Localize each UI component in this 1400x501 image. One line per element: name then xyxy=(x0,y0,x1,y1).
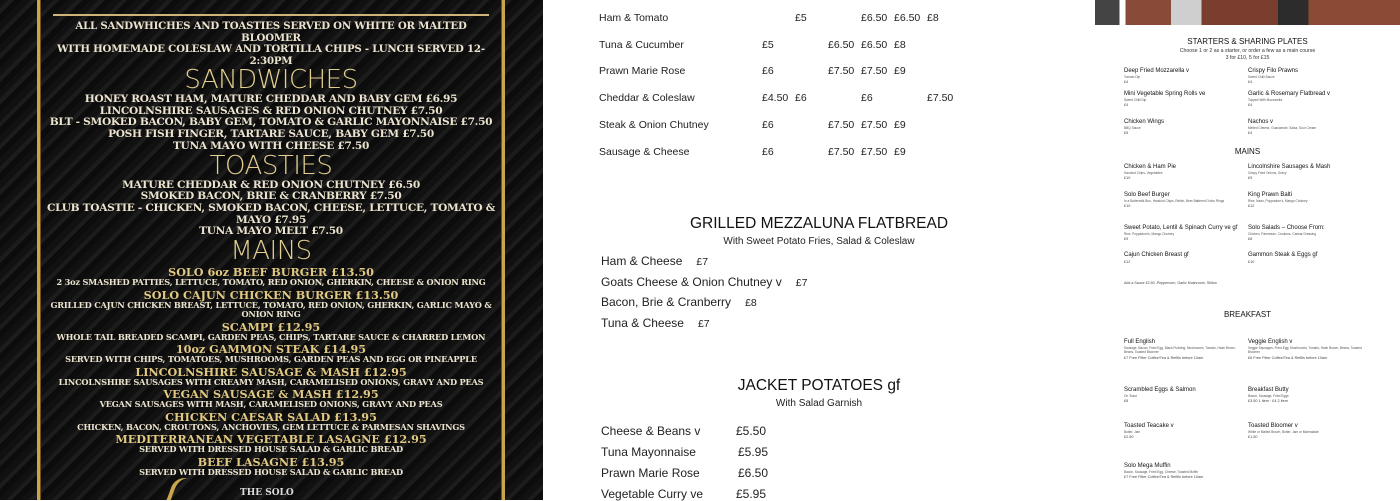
main-item-name: Cajun Chicken Breast gf xyxy=(1124,252,1189,258)
main-item-price: £12 xyxy=(1124,259,1131,264)
sandwich-item: POSH FISH FINGER, TARTARE SAUCE, BABY GEM £7.50 xyxy=(108,128,434,141)
breakfast-item-name: Toasted Bloomer v xyxy=(1248,423,1298,429)
table-price: £6.50 xyxy=(861,12,888,24)
jacket-heading: JACKET POTATOES gf xyxy=(737,377,901,394)
main-item xyxy=(45,456,497,478)
flatbread-item xyxy=(601,295,757,309)
starter-item-price: £4 xyxy=(1248,80,1253,85)
jacket-item-price: £5.95 xyxy=(738,445,769,459)
breakfast-item-desc: Butter, Jam xyxy=(1124,429,1141,434)
main-item-title: BEEF LASAGNE £13.95 xyxy=(197,454,345,469)
table-price: £6.50 xyxy=(828,38,855,51)
table-price: £6 xyxy=(762,65,774,78)
starter-item xyxy=(1124,68,1242,85)
sandwich-item: LINCOLNSHIRE SAUSAGES & RED ONION CHUTNEY £7.50 xyxy=(99,104,443,117)
main-item xyxy=(1248,252,1366,265)
breakfast-item-desc: Veggie Sausages, Fried Egg, Mushrooms, Tomato, Hash Brown, Beans, Toasted Bloomer xyxy=(1248,345,1362,355)
breakfast-item xyxy=(1124,339,1242,361)
main-item-title: MEDITERRANEAN VEGETABLE LASAGNE £12.95 xyxy=(115,432,427,447)
main-item-name: Sweet Potato, Lentil & Spinach Curry ve gf xyxy=(1124,225,1238,231)
cafe-menu-panel xyxy=(1095,0,1400,500)
main-item-name: Gammon Steak & Eggs gf xyxy=(1248,252,1318,258)
main-item-desc: Rice, Poppadum's, Mango Chutney xyxy=(1124,231,1175,236)
starter-item-price: £5 xyxy=(1124,131,1129,136)
starter-item-price: £4 xyxy=(1124,80,1129,85)
starter-item-name: Chicken Wings xyxy=(1124,119,1165,125)
table-price: £5 xyxy=(762,38,774,51)
flatbread-item xyxy=(601,254,708,268)
main-item xyxy=(1248,225,1366,242)
main-item xyxy=(45,266,497,288)
breakfast-item xyxy=(1124,463,1242,480)
main-item-name: Lincolnshire Sausages & Mash xyxy=(1248,164,1331,170)
main-item-price: £9 xyxy=(1124,237,1129,242)
breakfast-item xyxy=(1124,387,1242,404)
breakfast-item-price: £8 xyxy=(1124,399,1129,404)
table-price: £7.50 xyxy=(861,118,888,131)
breakfast-item-name: Breakfast Butty xyxy=(1248,387,1289,393)
main-item-title: SOLO 6oz BEEF BURGER £13.50 xyxy=(168,265,374,280)
main-item-name: Solo Beef Burger xyxy=(1124,192,1170,198)
main-item xyxy=(45,343,497,365)
table-price: £7.50 xyxy=(828,65,855,78)
main-item-desc: Handcut Chips, Vegetables xyxy=(1124,170,1163,175)
table-price: £7.50 xyxy=(828,118,855,131)
mains-heading: MAINS xyxy=(230,236,312,267)
main-item-desc: WHOLE TAIL BREADED SCAMPI, GARDEN PEAS, CHIPS, TARTARE SAUCE & CHARRED LEMON xyxy=(56,331,486,342)
breakfast-item-name: Solo Mega Muffin xyxy=(1124,463,1171,469)
white-menu-panel xyxy=(545,0,1093,500)
flatbread-item-price: £7 xyxy=(697,317,710,330)
main-item-price: £10 xyxy=(1248,259,1255,264)
breakfast-item-desc: Bacon, Sausage, Fried Egg, Cheese, Toasted Muffin xyxy=(1124,469,1199,474)
breakfast-item-name: Toasted Teacake v xyxy=(1124,423,1174,429)
breakfast-item-price: £7 Free Filter Coffee/Tea & Refills before 10am xyxy=(1124,355,1204,360)
table-price: £6 xyxy=(795,92,807,105)
table-price: £8 xyxy=(927,12,939,24)
starter-item xyxy=(1124,91,1242,108)
main-item-desc: Crispy Fried Onions, Gravy xyxy=(1248,170,1287,175)
main-item-title: CHICKEN CAESAR SALAD £13.95 xyxy=(165,409,377,424)
table-price: £6 xyxy=(762,145,774,158)
flatbread-item-price: £7 xyxy=(696,256,709,268)
sandwiches-heading: SANDWICHES xyxy=(184,65,358,95)
dark-menu-panel xyxy=(0,0,543,500)
table-row-name: Tuna & Cucumber xyxy=(599,38,684,51)
breakfast-item-price: £2.50 xyxy=(1124,435,1134,440)
starter-item-desc: Tomato Dip xyxy=(1124,74,1141,79)
flatbread-item-name: Bacon, Brie & Cranberry xyxy=(601,295,732,310)
breakfast-item-name: Veggie English v xyxy=(1248,339,1293,345)
breakfast-item-price: £3.50 1 item · £4 2 item xyxy=(1248,399,1288,404)
starter-item-desc: Melted Cheese, Guacamole, Salsa, Sour Cream xyxy=(1248,125,1317,130)
breakfast-item xyxy=(1248,423,1366,440)
starter-item-price: £4 xyxy=(1248,103,1253,108)
main-item-desc: VEGAN SAUSAGES WITH MASH, CARAMELISED ONIONS, GRAVY AND PEAS xyxy=(99,399,443,410)
jacket-item-name: Vegetable Curry ve xyxy=(601,487,704,501)
starter-item-name: Nachos v xyxy=(1248,119,1274,125)
starters-sub: Choose 1 or 2 as a starter, or order a few as a main course xyxy=(1179,48,1316,54)
starter-item-name: Deep Fried Mozzarella v xyxy=(1124,68,1190,74)
flatbread-item-name: Tuna & Cheese xyxy=(601,315,684,330)
flatbread-subheading: With Sweet Potato Fries, Salad & Coleslaw xyxy=(723,236,915,247)
starter-item-desc: Sweet Chilli Dip xyxy=(1124,97,1147,102)
logo-text: THE SOLO xyxy=(240,488,294,498)
table-price: £7.50 xyxy=(861,65,888,78)
main-item-title: LINCOLNSHIRE SAUSAGE & MASH £12.95 xyxy=(135,364,407,379)
breakfast-item-desc: White or Malted Brown, Butter, Jam or Marmalade xyxy=(1248,429,1319,434)
table-price: £6 xyxy=(861,92,873,105)
main-item-desc: In a Buttermilk Bun, Handcut Chips, Relish, Beer Battered Onion Rings xyxy=(1124,198,1225,203)
table-price: £7.50 xyxy=(861,145,888,158)
flatbread-item-price: £8 xyxy=(745,297,757,310)
table-price: £8 xyxy=(894,38,906,51)
main-item xyxy=(1124,192,1242,209)
starter-item-name: Mini Vegetable Spring Rolls ve xyxy=(1124,91,1206,97)
jacket-item-name: Cheese & Beans v xyxy=(601,424,701,438)
main-item-title: 10oz GAMMON STEAK £14.95 xyxy=(175,342,367,357)
table-price: £6.50 xyxy=(861,38,888,51)
toasties-heading: TOASTIES xyxy=(209,150,333,181)
main-item-name: King Prawn Balti xyxy=(1248,192,1293,198)
table-row-name: Sausage & Cheese xyxy=(599,145,690,158)
main-item-price: £8 xyxy=(1248,237,1253,242)
sauce-note: Add a Sauce £2.50 -Peppercorn, Garlic Mushroom, Stilton xyxy=(1124,281,1217,285)
starter-item xyxy=(1124,119,1242,136)
divider xyxy=(53,14,489,16)
jacket-item-price: £5.95 xyxy=(736,487,767,501)
main-item-desc: LINCOLNSHIRE SAUSAGES WITH CREAMY MASH, CARAMELISED ONIONS, GRAVY AND PEAS xyxy=(58,376,484,387)
main-item xyxy=(45,411,497,433)
jacket-item-price: £6.50 xyxy=(738,466,769,480)
breakfast-item xyxy=(1248,387,1366,404)
building-photo xyxy=(1095,0,1400,25)
intro-line: ALL SANDWHICHES AND TOASTIES SERVED ON WHITE OR MALTED BLOOMER xyxy=(75,20,467,44)
main-item-desc: CHICKEN, BACON, CROUTONS, ANCHOVIES, GEM LETTUCE & PARMESAN SHAVINGS xyxy=(77,421,465,432)
main-item-title: SCAMPI £12.95 xyxy=(221,319,321,334)
breakfast-item-desc: On Toast xyxy=(1124,393,1137,398)
starter-item-desc: Topped With Mozzarella xyxy=(1248,97,1283,102)
jacket-subheading: With Salad Garnish xyxy=(775,398,863,409)
jacket-item-name: Tuna Mayonnaise xyxy=(601,445,696,459)
table-row-name: Cheddar & Coleslaw xyxy=(599,92,695,105)
main-item xyxy=(1124,225,1242,242)
starter-item xyxy=(1248,119,1366,136)
main-item xyxy=(1124,164,1242,181)
main-item-name: Solo Salads – Choose From: xyxy=(1248,225,1325,231)
starter-item-desc: BBQ Sauce xyxy=(1124,125,1141,130)
jacket-item-name: Prawn Marie Rose xyxy=(601,466,700,480)
toastie-item: SMOKED BACON, BRIE & CRANBERRY £7.50 xyxy=(140,190,402,203)
flatbread-item-price: £7 xyxy=(795,276,808,289)
main-item xyxy=(45,388,497,410)
main-item xyxy=(45,433,497,455)
table-price: £5 xyxy=(795,12,807,24)
breakfast-item-price: £7 Free Filter Coffee/Tea & Refills before 10am xyxy=(1124,475,1204,480)
table-price: £7.50 xyxy=(828,145,855,158)
toastie-item: MATURE CHEDDAR & RED ONION CHUTNEY £6.50 xyxy=(122,178,420,191)
table-row-name: Prawn Marie Rose xyxy=(599,65,686,78)
toastie-item: CLUB TOASTIE - CHICKEN, SMOKED BACON, CHEESE, LETTUCE, TOMATO & MAYO £7.95 xyxy=(47,201,495,226)
starter-item-name: Crispy Filo Prawns xyxy=(1248,68,1299,74)
main-item-desc: 2 3oz SMASHED PATTIES, LETTUCE, TOMATO, RED ONION, GHERKIN, CHEESE & ONION RING xyxy=(56,277,486,288)
main-item xyxy=(1124,252,1242,265)
main-item xyxy=(45,321,497,343)
starter-item xyxy=(1248,91,1366,108)
breakfast-item-name: Scrambled Eggs & Salmon xyxy=(1124,387,1196,393)
starters-sub: 3 for £10, 5 for £15 xyxy=(1225,55,1270,61)
main-item-title: SOLO CAJUN CHICKEN BURGER £13.50 xyxy=(143,287,399,302)
breakfast-item xyxy=(1248,339,1366,361)
breakfast-item-price: £1.50 xyxy=(1248,435,1258,440)
table-price: £6 xyxy=(762,118,774,131)
sandwich-item: BLT - SMOKED BACON, BABY GEM, TOMATO & GARLIC MAYONNAISE £7.50 xyxy=(49,116,493,129)
toastie-item: TUNA MAYO MELT £7.50 xyxy=(199,225,343,238)
breakfast-item-price: £6 Free Filter Coffee/Tea & Refills before 10am xyxy=(1248,355,1328,360)
starter-item-price: £4 xyxy=(1124,103,1129,108)
mains-heading: MAINS xyxy=(1234,147,1261,156)
table-price: £4.50 xyxy=(762,92,789,105)
main-item-price: £12 xyxy=(1248,204,1255,209)
main-item xyxy=(1248,164,1366,181)
table-price: £6.50 xyxy=(894,12,921,24)
table-row-name: Ham & Tomato xyxy=(599,12,669,24)
jacket-item-price: £5.50 xyxy=(736,424,767,438)
main-item-desc: SERVED WITH CHIPS, TOMATOES, MUSHROOMS, GARDEN PEAS AND EGG OR PINEAPPLE xyxy=(65,354,477,365)
flatbread-item xyxy=(601,275,807,289)
main-item-price: £10 xyxy=(1124,176,1131,181)
table-price: £7.50 xyxy=(927,92,954,105)
sandwich-item: TUNA MAYO WITH CHEESE £7.50 xyxy=(172,139,370,152)
sandwich-item: HONEY ROAST HAM, MATURE CHEDDAR AND BABY GEM £6.95 xyxy=(84,93,458,105)
main-item-price: £9 xyxy=(1248,176,1253,181)
flatbread-item-name: Goats Cheese & Onion Chutney v xyxy=(601,274,782,289)
main-item-desc: Chicken, Parmesan, Croutons, Caesar Dressing xyxy=(1248,231,1317,236)
table-price: £9 xyxy=(894,145,906,158)
breakfast-item-name: Full English xyxy=(1124,339,1156,345)
table-row-name: Steak & Onion Chutney xyxy=(599,118,709,131)
flatbread-item-name: Ham & Cheese xyxy=(601,254,683,268)
breakfast-item-desc: Sausage, Bacon, Fried Egg, Black Pudding, Mushrooms, Tomato, Hash Brown, Beans, Toasted Bloomer xyxy=(1124,345,1236,355)
starter-item-desc: Sweet Chilli Sauce xyxy=(1248,74,1275,79)
main-item-name: Chicken & Ham Pie xyxy=(1124,164,1177,170)
main-item-desc: SERVED WITH DRESSED HOUSE SALAD & GARLIC BREAD xyxy=(139,466,403,477)
main-item xyxy=(45,366,497,388)
main-item-desc: SERVED WITH DRESSED HOUSE SALAD & GARLIC BREAD xyxy=(139,444,403,455)
main-item-desc: Rice, Naan, Poppadum's, Mango Chutney xyxy=(1248,198,1308,203)
breakfast-item xyxy=(1124,423,1242,440)
breakfast-item-desc: Bacon, Sausage, Fried Eggs xyxy=(1248,393,1289,398)
starter-item-price: £4 xyxy=(1248,131,1253,136)
table-price: £9 xyxy=(894,118,906,131)
starters-heading: STARTERS & SHARING PLATES xyxy=(1187,37,1308,46)
starter-item xyxy=(1248,68,1366,85)
main-item-title: VEGAN SAUSAGE & MASH £12.95 xyxy=(163,387,379,402)
table-price: £9 xyxy=(894,65,906,78)
main-item-price: £10 xyxy=(1124,204,1131,209)
intro-line: WITH HOMEMADE COLESLAW AND TORTILLA CHIPS - LUNCH SERVED 12-2:30PM xyxy=(57,43,485,67)
starter-item-name: Garlic & Rosemary Flatbread v xyxy=(1248,91,1331,97)
main-item xyxy=(45,289,497,320)
main-item xyxy=(1248,192,1366,209)
main-item-desc: GRILLED CAJUN CHICKEN BREAST, LETTUCE, TOMATO, RED ONION, GHERKIN, GARLIC MAYO & ONION RING xyxy=(50,299,492,320)
flatbread-heading: GRILLED MEZZALUNA FLATBREAD xyxy=(689,215,949,232)
breakfast-heading: BREAKFAST xyxy=(1223,310,1272,319)
flatbread-item xyxy=(601,316,710,330)
